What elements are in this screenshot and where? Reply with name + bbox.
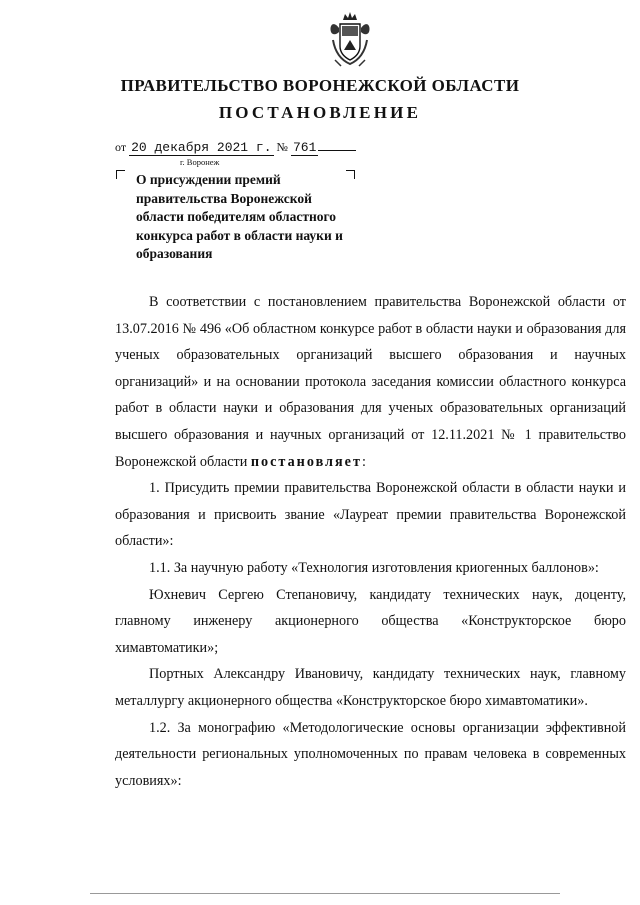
decree-punct: :	[361, 453, 366, 470]
item-1-2-paragraph: 1.2. За монографию «Методологические основы организации эффективной деятельности региональных уполномоченных по правам человека в современных условиях»:	[115, 719, 626, 789]
item-1-1-paragraph: 1.1. За научную работу «Технология изготовления криогенных баллонов»:	[149, 559, 599, 576]
document-date: 20 декабря 2021 г.	[131, 140, 272, 155]
person-1-paragraph: Юхневич Сергею Степановичу, кандидату технических наук, доценту, главному инженеру акционерного общества «Конструкторское бюро химавтоматики»;	[115, 586, 626, 656]
document-body	[115, 289, 626, 794]
person-2-paragraph: Портных Александру Ивановичу, кандидату технических наук, главному металлургу акционерного общества «Конструкторское бюро химавтоматики».	[115, 666, 626, 709]
document-type-title: ПОСТАНОВЛЕНИЕ	[218, 103, 422, 122]
organization-title: ПРАВИТЕЛЬСТВО ВОРОНЕЖСКОЙ ОБЛАСТИ	[120, 76, 520, 95]
item-1-paragraph: 1. Присудить премии правительства Воронежской области в области науки и образования и присвоить звание «Лауреат премии правительства Воронежской области»:	[115, 480, 626, 550]
subject-corner-left	[116, 170, 125, 179]
date-number-line	[115, 140, 356, 155]
document-number: 761	[292, 140, 317, 155]
date-prefix: от	[115, 140, 127, 154]
number-underline	[318, 150, 356, 151]
coat-of-arms-emblem	[327, 10, 373, 68]
decree-word: постановляет	[250, 453, 362, 470]
city-label: г. Воронеж	[180, 157, 220, 167]
preamble-paragraph	[115, 289, 626, 475]
document-subject: О присуждении премий правительства Воронежской области победителям областного конкурса работ в области науки и образования	[136, 172, 343, 261]
preamble-text: В соответствии с постановлением правительства Воронежской области от 13.07.2016 № 496 «Об областном конкурсе работ в области науки и образования для ученых образовательных организаций высшего образования и научных организаций» и на основании протокола заседания комиссии областного конкурса работ в области науки и образования для ученых образовательных организаций высшего образования и научных организаций от 12.11.2021 № 1 правительство Воронежской области	[115, 294, 626, 470]
page-bottom-line	[90, 893, 560, 894]
number-sign: №	[276, 140, 288, 154]
